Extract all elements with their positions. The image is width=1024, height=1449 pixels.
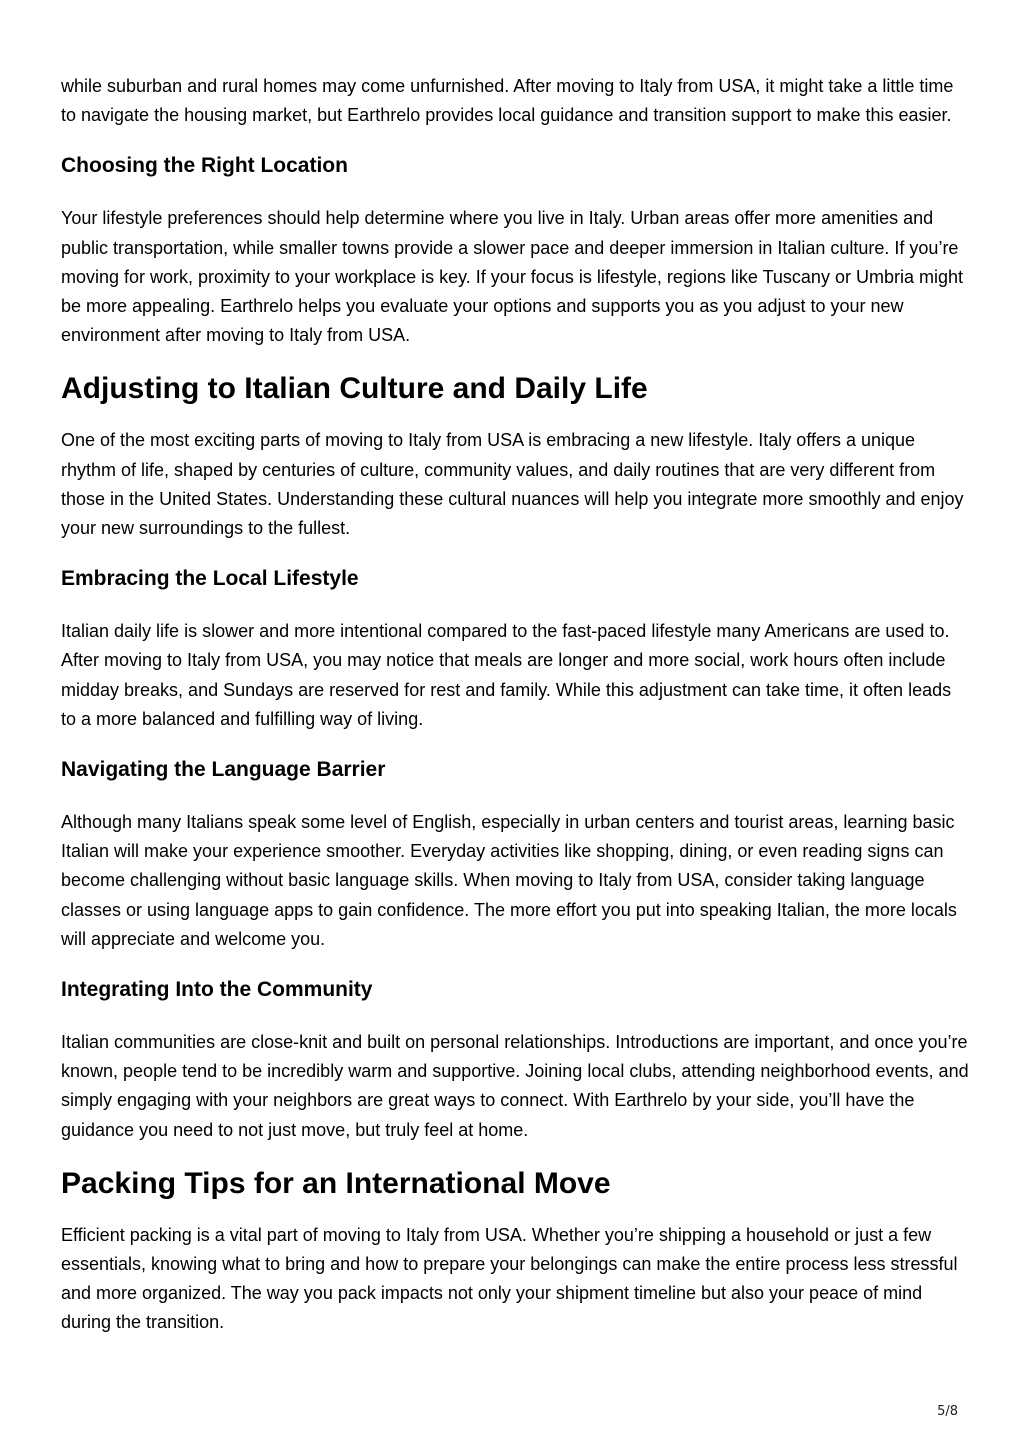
- paragraph-language-barrier: Although many Italians speak some level of English, especially in urban centers and tourist areas, learning basic Italian will make your experience smoother. Everyday activities like shopping, dining, or even reading signs can become challenging without basic language skills. When moving to Italy from USA, consider taking language classes or using language apps to gain confidence. The more effort you put into speaking Italian, the more locals will appreciate and welcome you.: [61, 812, 957, 949]
- paragraph-packing-tips: Efficient packing is a vital part of moving to Italy from USA. Whether you’re shipping a household or just a few essentials, knowing what to bring and how to prepare your belongings can make the entire process less stressful and more organized. The way you pack impacts not only your shipment timeline but also your peace of mind during the transition.: [61, 1224, 958, 1333]
- document-page: [61, 72, 971, 1338]
- paragraph-local-lifestyle: Italian daily life is slower and more intentional compared to the fast-paced lifestyle many Americans are used to. After moving to Italy from USA, you may notice that meals are longer and more social, work hours often include midday breaks, and Sundays are reserved for rest and family. While this adjustment can take time, it often leads to a more balanced and fulfilling way of living.: [61, 621, 952, 729]
- paragraph-community: Italian communities are close-knit and built on personal relationships. Introductions are important, and once you’re known, people tend to be incredibly warm and supportive. Joining local clubs, attending neighborhood events, and simply engaging with your neighbors are great ways to connect. With Earthrelo by your side, you’ll have the guidance you need to not just move, but truly feel at home.: [61, 1032, 969, 1140]
- heading-language-barrier: Navigating the Language Barrier: [61, 758, 386, 782]
- heading-choosing-location: Choosing the Right Location: [61, 154, 348, 178]
- page-number: 5/8: [937, 1404, 958, 1419]
- heading-adjusting-culture: Adjusting to Italian Culture and Daily Life: [61, 372, 648, 406]
- heading-packing-tips: Packing Tips for an International Move: [61, 1166, 611, 1200]
- paragraph-choosing-location: Your lifestyle preferences should help determine where you live in Italy. Urban areas offer more amenities and public transportation, while smaller towns provide a slower pace and deeper immersion in Italian culture. If you’re moving for work, proximity to your workplace is key. If your focus is lifestyle, regions like Tuscany or Umbria might be more appealing. Earthrelo helps you evaluate your options and supports you as you adjust to your new environment after moving to Italy from USA.: [61, 208, 963, 346]
- paragraph-adjusting-culture: One of the most exciting parts of moving to Italy from USA is embracing a new lifestyle. Italy offers a unique rhythm of life, shaped by centuries of culture, community values, and daily routines that are very different from those in the United States. Understanding these cultural nuances will help you integrate more smoothly and enjoy your new surroundings to the fullest.: [61, 430, 964, 539]
- paragraph-housing-intro: while suburban and rural homes may come unfurnished. After moving to Italy from USA, it might take a little time to navigate the housing market, but Earthrelo provides local guidance and transition support to make this easier.: [61, 76, 954, 126]
- heading-community: Integrating Into the Community: [61, 978, 373, 1002]
- heading-local-lifestyle: Embracing the Local Lifestyle: [61, 567, 359, 591]
